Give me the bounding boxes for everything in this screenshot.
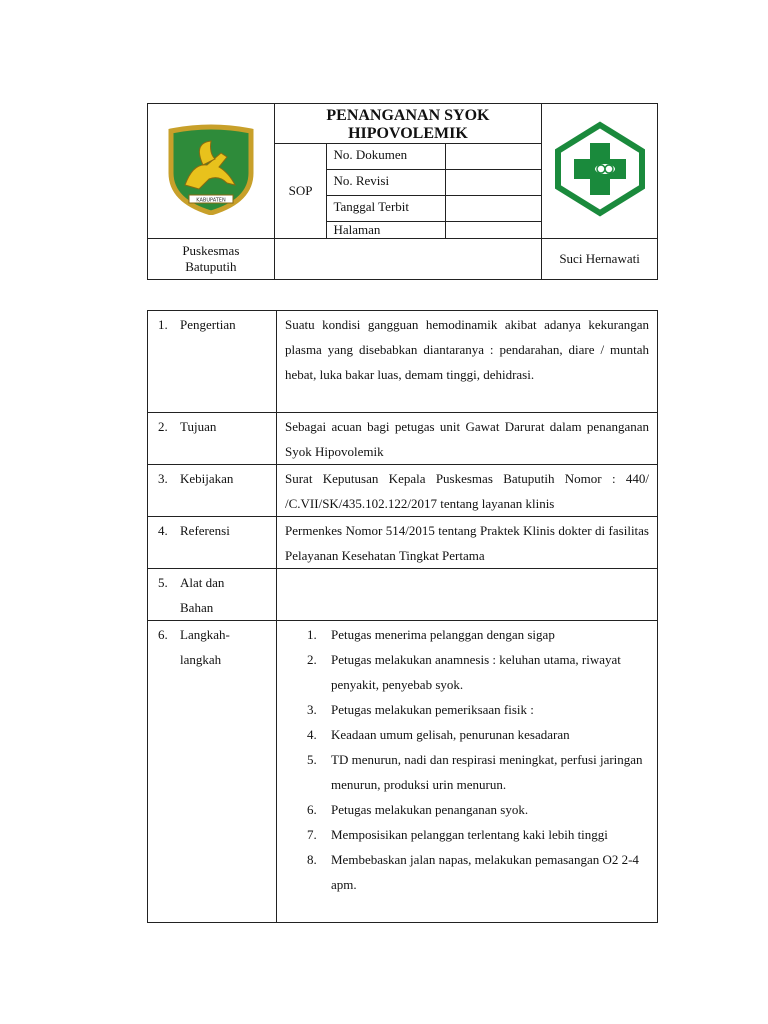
step-item <box>307 822 649 847</box>
meta-label-no-revisi: No. Revisi <box>327 170 446 196</box>
section-number: 1. <box>158 317 168 332</box>
section-label <box>148 621 277 923</box>
blank-cell <box>274 239 541 280</box>
section-label <box>148 517 277 569</box>
section-row-pengertian <box>148 311 658 413</box>
step-text: Petugas melakukan pemeriksaan fisik : <box>331 702 534 717</box>
section-label <box>148 311 277 413</box>
step-text: Keadaan umum gelisah, penurunan kesadaran <box>331 727 570 742</box>
meta-label-no-dokumen: No. Dokumen <box>327 144 446 170</box>
signer-name: Suci Hernawati <box>542 239 658 280</box>
section-number: 6. <box>158 627 168 642</box>
section-title: Pengertian <box>180 317 236 332</box>
section-row-tujuan <box>148 413 658 465</box>
step-number: 4. <box>307 727 317 742</box>
section-number: 3. <box>158 471 168 486</box>
step-text: Petugas menerima pelanggan dengan sigap <box>331 627 555 642</box>
steps-list <box>277 622 657 897</box>
section-label <box>148 569 277 621</box>
section-row-referensi <box>148 517 658 569</box>
section-text: Sebagai acuan bagi petugas unit Gawat Darurat dalam penanganan Syok Hipovolemik <box>277 413 658 465</box>
sop-label: SOP <box>274 144 327 239</box>
section-row-kebijakan <box>148 465 658 517</box>
step-number: 6. <box>307 802 317 817</box>
section-label <box>148 465 277 517</box>
section-label <box>148 413 277 465</box>
step-text: Memposisikan pelanggan terlentang kaki lebih tinggi <box>331 827 608 842</box>
section-text <box>277 569 658 621</box>
section-title: Langkah-langkah <box>180 627 230 667</box>
sop-content-table <box>147 310 658 923</box>
step-number: 2. <box>307 652 317 667</box>
step-item <box>307 847 649 897</box>
regency-logo-cell <box>148 104 275 239</box>
meta-value-tanggal-terbit <box>445 196 541 222</box>
section-text: Surat Keputusan Kepala Puskesmas Batuputih Nomor : 440/ /C.VII/SK/435.102.122/2017 tentang layanan klinis <box>277 465 658 517</box>
logo-banner-text: KABUPATEN <box>196 197 226 204</box>
health-logo-cell <box>542 104 658 239</box>
step-item <box>307 697 649 722</box>
section-text: Permenkes Nomor 514/2015 tentang Praktek Klinis dokter di fasilitas Pelayanan Kesehatan Tingkat Pertama <box>277 517 658 569</box>
step-text: Membebaskan jalan napas, melakukan pemasangan O2 2-4 apm. <box>331 852 639 892</box>
section-row-alat-bahan <box>148 569 658 621</box>
step-number: 7. <box>307 827 317 842</box>
section-number: 5. <box>158 575 168 590</box>
step-text: Petugas melakukan anamnesis : keluhan utama, riwayat penyakit, penyebab syok. <box>331 652 621 692</box>
meta-label-halaman: Halaman <box>327 222 446 239</box>
regency-shield-icon <box>163 123 259 215</box>
steps-cell <box>277 621 658 923</box>
sop-header-table <box>147 103 658 280</box>
section-title: Tujuan <box>180 419 217 434</box>
institution-name: Puskesmas Batuputih <box>148 239 275 280</box>
step-item <box>307 647 649 697</box>
section-title: Referensi <box>180 523 230 538</box>
meta-value-halaman <box>445 222 541 239</box>
step-text: Petugas melakukan penanganan syok. <box>331 802 529 817</box>
meta-value-no-revisi <box>445 170 541 196</box>
page-title <box>274 104 541 144</box>
puskesmas-cross-icon <box>552 121 648 217</box>
title-text: PENANGANAN SYOK HIPOVOLEMIK <box>326 107 490 142</box>
step-number: 3. <box>307 702 317 717</box>
step-number: 1. <box>307 627 317 642</box>
step-text: TD menurun, nadi dan respirasi meningkat, perfusi jaringan menurun, produksi urin menurun. <box>331 752 643 792</box>
step-item <box>307 622 649 647</box>
section-title: Kebijakan <box>180 471 234 486</box>
step-item <box>307 747 649 797</box>
step-item <box>307 797 649 822</box>
section-row-langkah <box>148 621 658 923</box>
section-text: Suatu kondisi gangguan hemodinamik akibat adanya kekurangan plasma yang disebabkan diantaranya : pendarahan, diare / muntah hebat, luka bakar luas, demam tinggi, dehidrasi. <box>277 311 658 413</box>
step-number: 5. <box>307 752 317 767</box>
meta-value-no-dokumen <box>445 144 541 170</box>
step-item <box>307 722 649 747</box>
section-number: 2. <box>158 419 168 434</box>
section-number: 4. <box>158 523 168 538</box>
section-title: Alat dan Bahan <box>180 575 225 615</box>
meta-label-tanggal-terbit: Tanggal Terbit <box>327 196 446 222</box>
step-number: 8. <box>307 852 317 867</box>
